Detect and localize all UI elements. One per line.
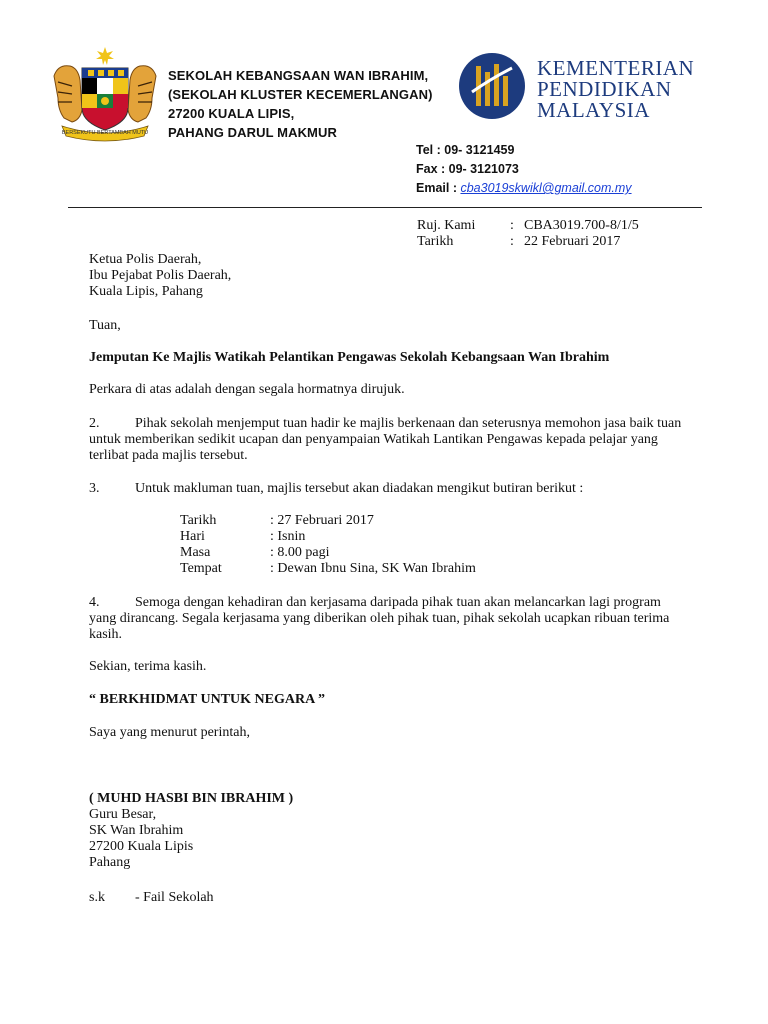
- paragraph-number: 2.: [89, 416, 100, 431]
- crest-motto-text: BERSEKUTU BERTAMBAH MUTU: [61, 130, 149, 136]
- signatory-name: ( MUHD HASBI BIN IBRAHIM ): [89, 791, 294, 806]
- email-row: [416, 181, 632, 195]
- ref-label: Ruj. Kami: [417, 218, 476, 233]
- salutation: Tuan,: [89, 318, 121, 333]
- motto: “ BERKHIDMAT UNTUK NEGARA ”: [89, 692, 325, 707]
- detail-value: : 27 Februari 2017: [270, 513, 374, 528]
- school-subtitle: (SEKOLAH KLUSTER KECEMERLANGAN): [168, 87, 433, 102]
- cc-label: s.k: [89, 890, 105, 905]
- cc-value: - Fail Sekolah: [135, 890, 214, 905]
- letter-subject: Jemputan Ke Majlis Watikah Pelantikan Pengawas Sekolah Kebangsaan Wan Ibrahim: [89, 350, 610, 365]
- signatory-line: Guru Besar,: [89, 807, 157, 822]
- ministry-name-line3: MALAYSIA: [537, 98, 650, 122]
- recipient-line: Kuala Lipis, Pahang: [89, 284, 203, 299]
- paragraph-line: Pihak sekolah menjemput tuan hadir ke majlis berkenaan dan seterusnya memohon jasa baik tuan: [135, 416, 682, 431]
- date-colon: :: [510, 234, 514, 249]
- ministry-name-line1: KEMENTERIAN: [537, 56, 695, 80]
- date-label: Tarikh: [417, 234, 454, 249]
- fax: Fax : 09- 3121073: [416, 162, 519, 176]
- ministry-logo: [458, 52, 526, 120]
- intro-paragraph: Perkara di atas adalah dengan segala hormatnya dirujuk.: [89, 382, 405, 397]
- paragraph-line: yang dirancang. Segala kerjasama yang diberikan oleh pihak tuan, pihak sekolah ucapkan ribuan terima: [89, 611, 670, 626]
- ref-colon: :: [510, 218, 514, 233]
- date-value: 22 Februari 2017: [524, 234, 621, 249]
- ministry-name-line2: PENDIDIKAN: [537, 77, 672, 101]
- sign-off: Saya yang menurut perintah,: [89, 725, 250, 740]
- signatory-line: SK Wan Ibrahim: [89, 823, 184, 838]
- signatory-line: Pahang: [89, 855, 131, 870]
- school-state: PAHANG DARUL MAKMUR: [168, 125, 337, 140]
- detail-label: Masa: [180, 545, 211, 560]
- closing-line: Sekian, terima kasih.: [89, 659, 207, 674]
- recipient-line: Ibu Pejabat Polis Daerah,: [89, 268, 232, 283]
- detail-value: : Isnin: [270, 529, 306, 544]
- paragraph-number: 3.: [89, 481, 100, 496]
- detail-value: : 8.00 pagi: [270, 545, 330, 560]
- paragraph-line: Semoga dengan kehadiran dan kerjasama daripada pihak tuan akan melancarkan lagi program: [135, 595, 661, 610]
- paragraph-line: kasih.: [89, 627, 123, 642]
- detail-label: Tempat: [180, 561, 222, 576]
- malaysia-coat-of-arms-logo: [48, 46, 162, 142]
- recipient-line: Ketua Polis Daerah,: [89, 252, 202, 267]
- detail-value: : Dewan Ibnu Sina, SK Wan Ibrahim: [270, 561, 476, 576]
- ref-value: CBA3019.700-8/1/5: [524, 218, 639, 233]
- school-name: SEKOLAH KEBANGSAAN WAN IBRAHIM,: [168, 68, 429, 83]
- detail-label: Hari: [180, 529, 205, 544]
- paragraph-line: Untuk makluman tuan, majlis tersebut akan diadakan mengikut butiran berikut :: [135, 481, 584, 496]
- header-divider: [68, 207, 702, 208]
- paragraph-line: terlibat pada majlis tersebut.: [89, 448, 248, 463]
- email-link[interactable]: cba3019skwikl@gmail.com.my: [460, 181, 632, 195]
- email-label: Email :: [416, 181, 461, 195]
- telephone: Tel : 09- 3121459: [416, 143, 515, 157]
- signatory-line: 27200 Kuala Lipis: [89, 839, 194, 854]
- detail-label: Tarikh: [180, 513, 217, 528]
- paragraph-line: untuk memberikan sedikit ucapan dan penyampaian Watikah Lantikan Pengawas kepada pelajar yang: [89, 432, 658, 447]
- school-postcode-city: 27200 KUALA LIPIS,: [168, 106, 295, 121]
- paragraph-number: 4.: [89, 595, 100, 610]
